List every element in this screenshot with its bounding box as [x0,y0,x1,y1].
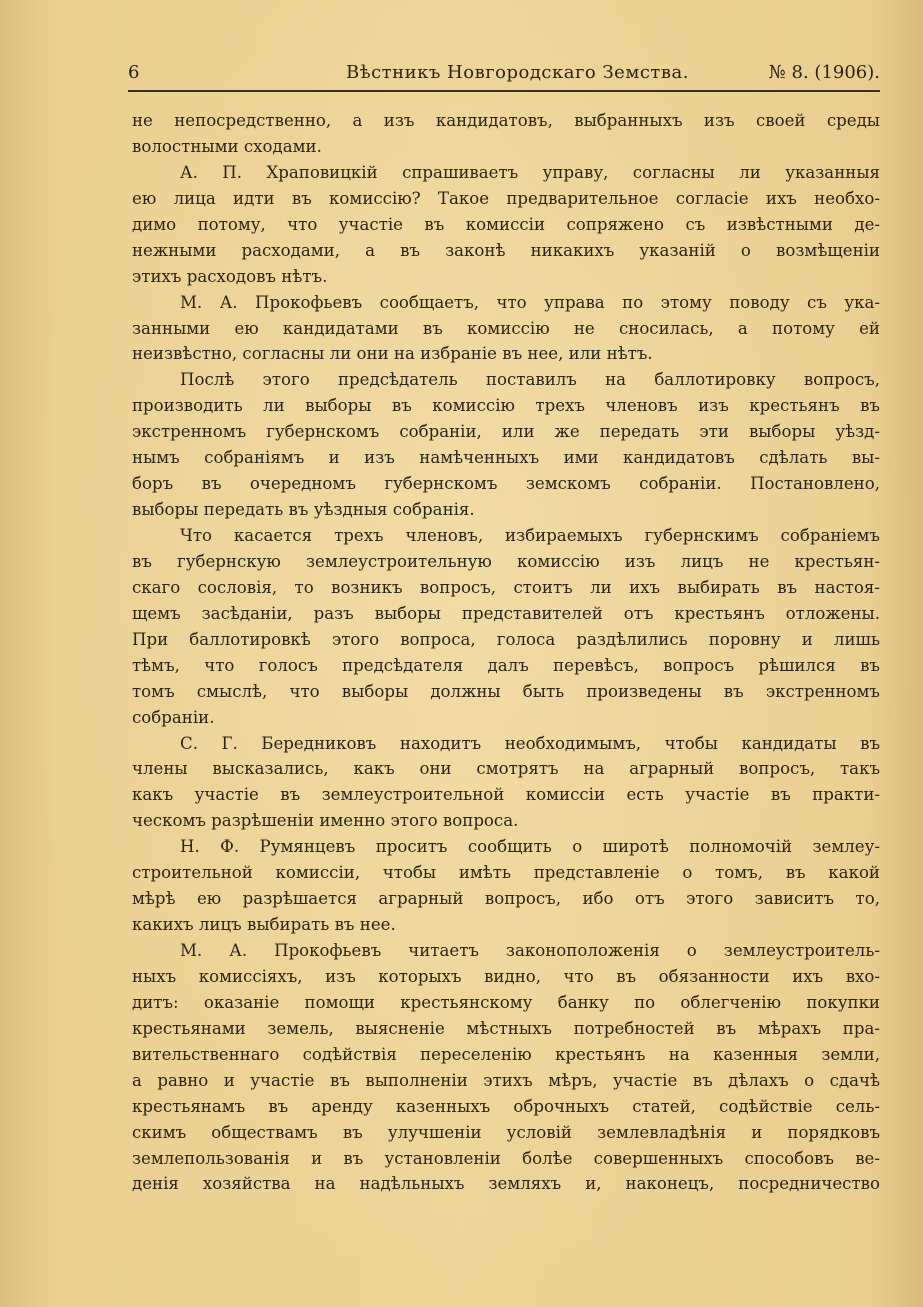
text-line: неизвѣстно, согласны ли они на избраніе въ нее, или нѣтъ. [132,344,653,364]
text-line: При баллотировкѣ этого вопроса, голоса раздѣлились поровну и лишь [132,629,880,649]
journal-title: Вѣстникъ Новгородскаго Земства. [346,62,689,83]
text-line: волостными сходами. [132,136,322,156]
text-line: не непосредственно, а изъ кандидатовъ, выбранныхъ изъ своей среды [132,111,880,130]
text-line: а равно и участіе въ выполненіи этихъ мѣръ, участіе въ дѣлахъ о сдачѣ [132,1070,880,1090]
text-line: ческомъ разрѣшеніи именно этого вопроса. [132,811,519,831]
text-line: скаго сословія, то возникъ вопросъ, стоитъ ли ихъ выбирать въ настоя- [132,577,880,597]
body-text [132,108,880,1197]
text-line: щемъ засѣданіи, разъ выборы представителей отъ крестьянъ отложены. [132,603,880,623]
text-line: какъ участіе въ землеустроительной комиссіи есть участіе въ практи- [132,785,880,805]
text-line: Послѣ этого предсѣдатель поставилъ на баллотировку вопросъ, [180,370,880,390]
text-line: ныхъ комиссіяхъ, изъ которыхъ видно, что въ обязанности ихъ вхо- [132,966,880,986]
text-line: крестьянамъ въ аренду казенныхъ оброчныхъ статей, содѣйствіе сель- [132,1096,880,1116]
text-line: томъ смыслѣ, что выборы должны быть произведены въ экстренномъ [132,681,880,701]
text-line: вительственнаго содѣйствія переселенію крестьянъ на казенныя земли, [132,1044,880,1064]
text-line: строительной комиссіи, чтобы имѣть представленіе о томъ, въ какой [132,863,880,883]
text-line: ею лица идти въ комиссію? Такое предварительное согласіе ихъ необхо- [132,188,880,208]
text-line: занными ею кандидатами въ комиссію не сносилась, а потому ей [132,318,880,338]
issue-number: № 8. (1906). [768,62,880,83]
text-line: тѣмъ, что голосъ предсѣдателя далъ перевѣсъ, вопросъ рѣшился въ [132,655,880,675]
text-line: мѣрѣ ею разрѣшается аграрный вопросъ, ибо отъ этого зависитъ то, [132,889,880,909]
text-line: нежными расходами, а въ законѣ никакихъ указаній о возмѣщеніи [132,240,880,260]
text-line: выборы передать въ уѣздныя собранія. [132,500,475,520]
page-header [128,56,880,90]
text-line: этихъ расходовъ нѣтъ. [132,266,328,286]
text-line: крестьянами земель, выясненіе мѣстныхъ потребностей въ мѣрахъ пра- [132,1018,880,1038]
text-line: производить ли выборы въ комисcію трехъ членовъ изъ крестьянъ въ [132,396,880,416]
text-line: денія хозяйства на надѣльныхъ земляхъ и, наконецъ, посредничество [132,1174,880,1194]
text-line: димо потому, что участіе въ комиссіи сопряжено съ извѣстными де- [132,214,880,234]
text-line: М. А. Прокофьевъ читаетъ законоположенія о землеустроитель- [180,941,880,960]
text-line: какихъ лицъ выбирать въ нее. [132,915,396,935]
text-line: М. А. Прокофьевъ сообщаетъ, что управа по этому поводу съ ука- [180,292,880,312]
text-line: землепользованія и въ установленіи болѣе совершенныхъ способовъ ве- [132,1148,880,1168]
text-line: члены высказались, какъ они смотрятъ на аграрный вопросъ, такъ [132,759,880,779]
text-line: боръ въ очередномъ губернскомъ земскомъ собраніи. Постановлено, [132,474,880,494]
header-rule [128,90,880,92]
text-line: С. Г. Бередниковъ находитъ необходимымъ, чтобы кандидаты въ [180,733,880,753]
text-line: Н. Ф. Румянцевъ проситъ сообщить о широтѣ полномочій землеу- [180,837,880,857]
page-number: 6 [128,62,140,83]
text-line: Что касается трехъ членовъ, избираемыхъ губернскимъ собраніемъ [180,526,880,545]
text-line: дитъ: оказаніе помощи крестьянскому банку по облегченію покупки [132,992,880,1012]
text-line: нымъ собраніямъ и изъ намѣченныхъ ими кандидатовъ сдѣлать вы- [132,448,880,468]
text-line: экстренномъ губернскомъ собраніи, или же передать эти выборы уѣзд- [132,422,880,442]
text-line: скимъ обществамъ въ улучшеніи условій землевладѣнія и порядковъ [132,1122,880,1142]
text-line: въ губернскую землеустроительную комиссію изъ лицъ не крестьян- [132,551,880,571]
text-line: собраніи. [132,707,215,727]
text-line: А. П. Храповицкій спрашиваетъ управу, согласны ли указанныя [180,162,880,182]
